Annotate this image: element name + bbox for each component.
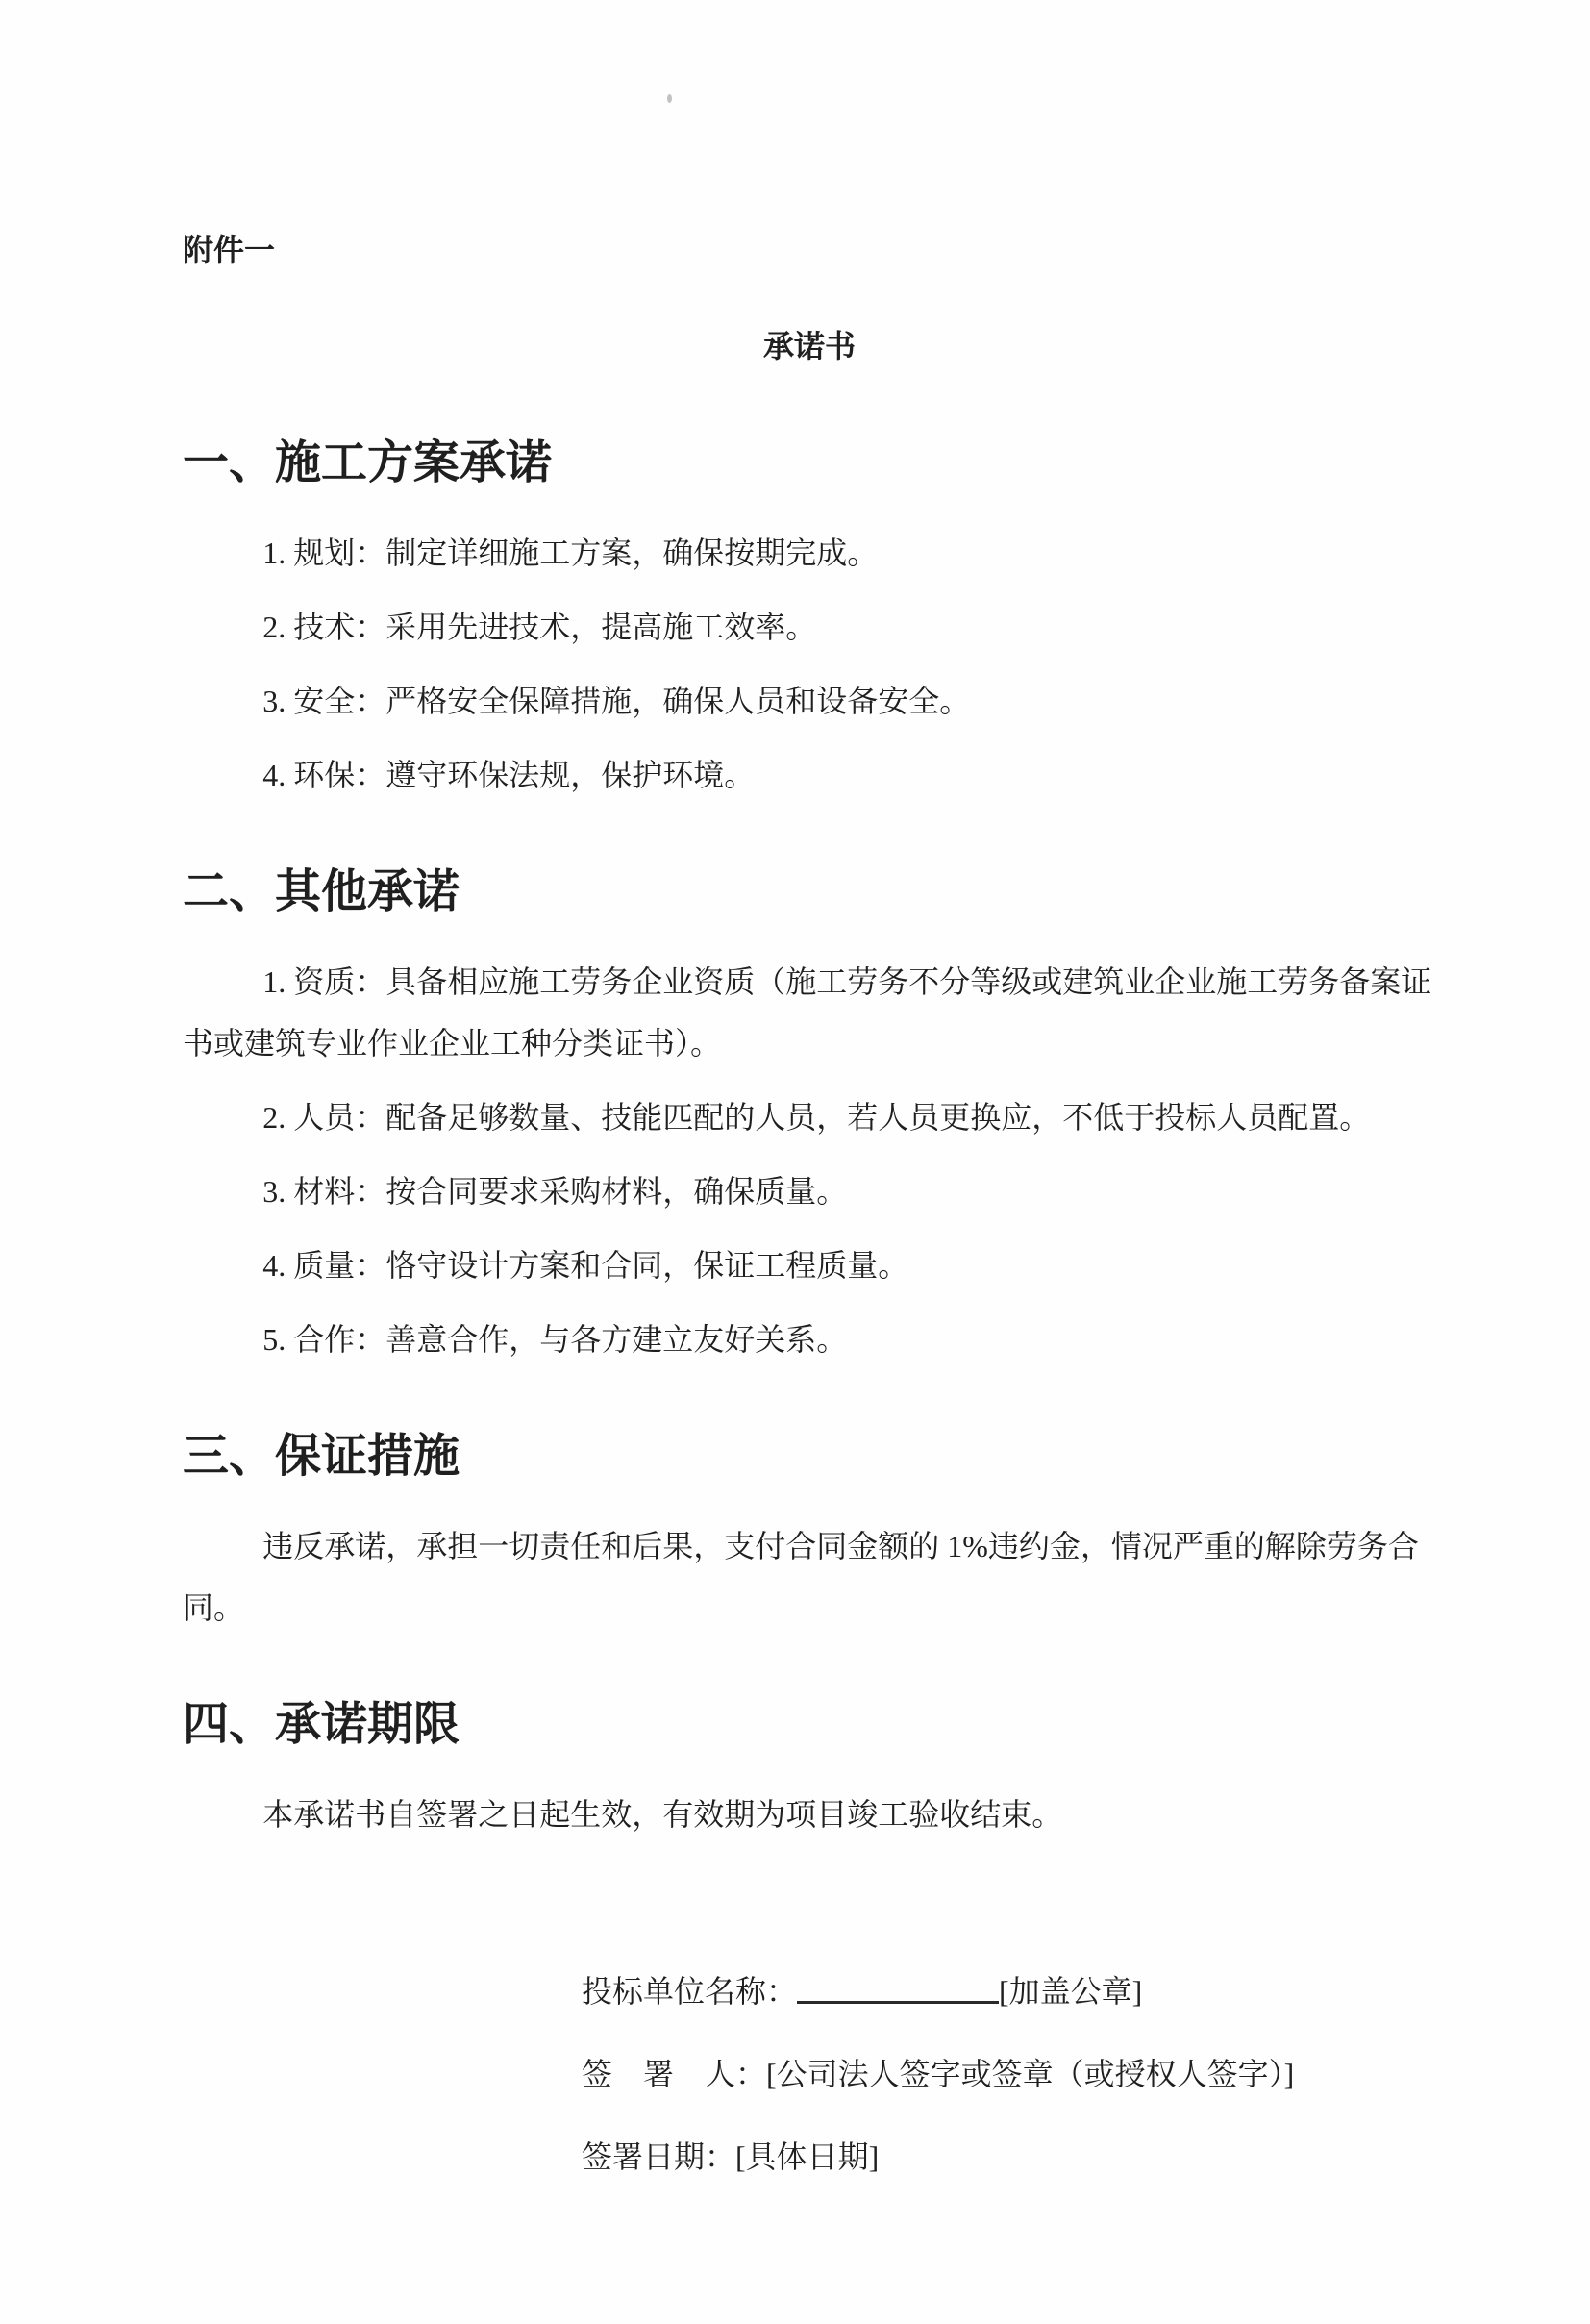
signer-line: [582, 2043, 1436, 2105]
list-item: 1. 规划：制定详细施工方案，确保按期完成。: [262, 536, 879, 570]
section-heading-2: 二、其他承诺: [183, 866, 460, 917]
section-heading-4: 四、承诺期限: [183, 1699, 460, 1750]
list-item: 5. 合作：善意合作，与各方建立友好关系。: [262, 1322, 848, 1357]
document-title: 承诺书: [762, 329, 856, 363]
sign-date-value: [具体日期]: [735, 2139, 880, 2174]
bidder-name-line: [582, 1961, 1436, 2022]
scan-artifact: [667, 94, 672, 103]
list-item: 4. 环保：遵守环保法规，保护环境。: [262, 758, 756, 792]
attachment-label: 附件一: [183, 233, 276, 267]
sign-date-line: [582, 2126, 1436, 2187]
list-item: 2. 人员：配备足够数量、技能匹配的人员，若人员更换应，不低于投标人员配置。: [262, 1100, 1371, 1135]
section-paragraph: 违反承诺，承担一切责任和后果，支付合同金额的 1%违约金，情况严重的解除劳务合同。: [183, 1529, 1419, 1625]
list-item: 2. 技术：采用先进技术，提高施工效率。: [262, 610, 817, 644]
section-paragraph: 本承诺书自签署之日起生效，有效期为项目竣工验收结束。: [262, 1797, 1063, 1832]
signature-block: [582, 1961, 1436, 2187]
list-item: 4. 质量：恪守设计方案和合同，保证工程质量。: [262, 1248, 909, 1283]
list-item: 3. 安全：严格安全保障措施，确保人员和设备安全。: [262, 684, 971, 718]
bidder-name-blank: [797, 1970, 999, 2004]
list-item: 3. 材料：按合同要求采购材料，确保质量。: [262, 1174, 848, 1209]
section-heading-3: 三、保证措施: [183, 1431, 460, 1482]
signer-value: [公司法人签字或签章（或授权人签字）]: [766, 2057, 1295, 2091]
sign-date-label: 签署日期：: [582, 2139, 736, 2174]
bidder-name-label: 投标单位名称：: [582, 1974, 798, 2009]
section-heading-1: 一、施工方案承诺: [183, 437, 553, 488]
signer-label: 签 署 人：: [582, 2057, 767, 2091]
company-seal-note: [加盖公章]: [999, 1974, 1143, 2009]
list-item: 1. 资质：具备相应施工劳务企业资质（施工劳务不分等级或建筑业企业施工劳务备案证书或建筑专业作业企业工种分类证书）。: [183, 964, 1432, 1061]
